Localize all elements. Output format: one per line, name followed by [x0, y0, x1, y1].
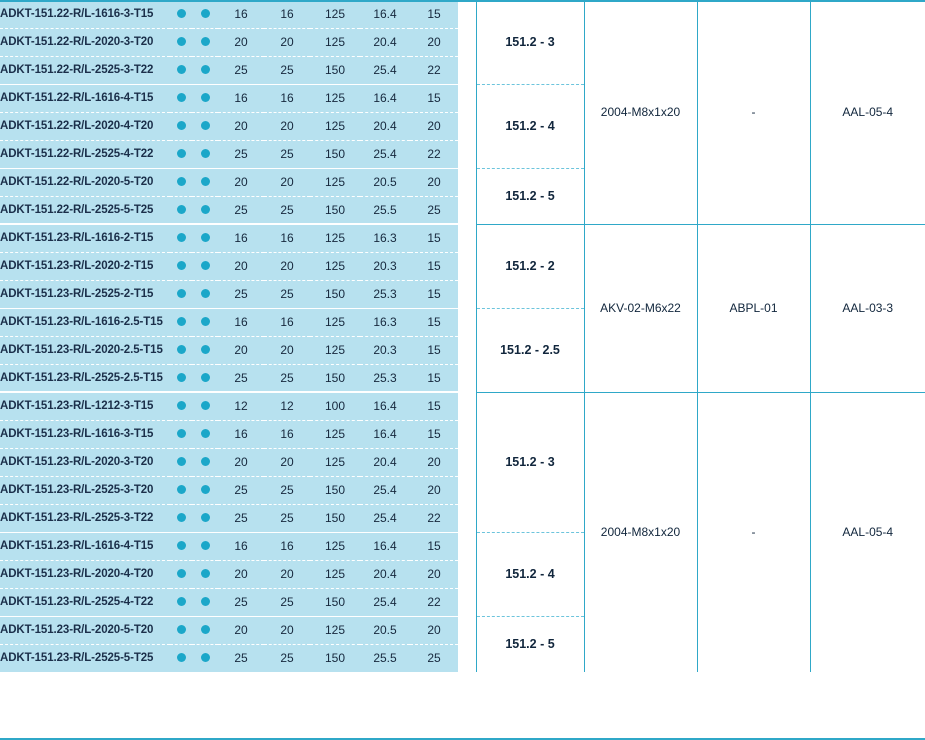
dim-l: 125	[310, 308, 360, 336]
dot-icon	[177, 541, 186, 550]
key-code: AAL-05-4	[810, 0, 925, 224]
dim-ap: 15	[410, 84, 458, 112]
column-gap	[458, 364, 476, 392]
insert-group-label: 151.2 - 3	[476, 0, 584, 84]
dim-h: 16	[218, 224, 264, 252]
dim-l: 150	[310, 644, 360, 672]
availability-dot-left	[170, 476, 192, 504]
column-gap	[458, 140, 476, 168]
availability-dot-left	[170, 252, 192, 280]
dim-h: 25	[218, 280, 264, 308]
dot-icon	[201, 541, 210, 550]
availability-dot-left	[170, 448, 192, 476]
column-gap	[458, 616, 476, 644]
dim-f: 20.5	[360, 168, 410, 196]
dim-f: 25.3	[360, 280, 410, 308]
column-gap	[458, 84, 476, 112]
dim-h: 16	[218, 532, 264, 560]
column-gap	[458, 252, 476, 280]
dot-icon	[177, 513, 186, 522]
dot-icon	[177, 149, 186, 158]
dim-f: 25.5	[360, 196, 410, 224]
insert-group-label: 151.2 - 2.5	[476, 308, 584, 392]
dot-icon	[201, 401, 210, 410]
dim-l: 150	[310, 364, 360, 392]
column-gap	[458, 28, 476, 56]
availability-dot-left	[170, 168, 192, 196]
insert-code: ADKT-151.22-R/L-2020-5-T20	[0, 168, 170, 196]
insert-code: ADKT-151.23-R/L-1212-3-T15	[0, 392, 170, 420]
availability-dot-right	[192, 616, 218, 644]
availability-dot-right	[192, 140, 218, 168]
availability-dot-left	[170, 0, 192, 28]
availability-dot-right	[192, 168, 218, 196]
dim-f: 25.4	[360, 140, 410, 168]
dim-b: 20	[264, 336, 310, 364]
column-gap	[458, 588, 476, 616]
availability-dot-left	[170, 84, 192, 112]
dim-l: 150	[310, 476, 360, 504]
screw-code: AKV-02-M6x22	[584, 224, 697, 392]
dim-l: 150	[310, 504, 360, 532]
dot-icon	[177, 457, 186, 466]
column-gap	[458, 420, 476, 448]
column-gap	[458, 168, 476, 196]
dim-h: 20	[218, 336, 264, 364]
dot-icon	[177, 345, 186, 354]
dot-icon	[177, 205, 186, 214]
availability-dot-left	[170, 280, 192, 308]
column-gap	[458, 224, 476, 252]
dim-f: 16.4	[360, 84, 410, 112]
dim-b: 20	[264, 448, 310, 476]
column-gap	[458, 448, 476, 476]
dot-icon	[177, 401, 186, 410]
dim-ap: 15	[410, 0, 458, 28]
dot-icon	[201, 65, 210, 74]
dim-h: 20	[218, 28, 264, 56]
dim-f: 20.5	[360, 616, 410, 644]
insert-code: ADKT-151.23-R/L-2020-5-T20	[0, 616, 170, 644]
dim-l: 125	[310, 168, 360, 196]
availability-dot-left	[170, 644, 192, 672]
dim-f: 16.4	[360, 0, 410, 28]
dim-h: 25	[218, 476, 264, 504]
insert-code: ADKT-151.23-R/L-2525-2-T15	[0, 280, 170, 308]
dim-b: 25	[264, 140, 310, 168]
dim-h: 20	[218, 448, 264, 476]
availability-dot-left	[170, 392, 192, 420]
dim-h: 25	[218, 196, 264, 224]
dim-f: 20.3	[360, 252, 410, 280]
dim-ap: 20	[410, 28, 458, 56]
dim-h: 20	[218, 616, 264, 644]
dim-b: 20	[264, 616, 310, 644]
dot-icon	[177, 37, 186, 46]
dot-icon	[177, 653, 186, 662]
insert-code: ADKT-151.23-R/L-2020-2-T15	[0, 252, 170, 280]
shim-code: -	[697, 392, 810, 672]
dim-f: 25.4	[360, 56, 410, 84]
availability-dot-left	[170, 588, 192, 616]
dim-ap: 20	[410, 616, 458, 644]
dim-l: 125	[310, 84, 360, 112]
dot-icon	[177, 65, 186, 74]
dim-l: 125	[310, 448, 360, 476]
dim-f: 25.3	[360, 364, 410, 392]
dim-h: 16	[218, 420, 264, 448]
dim-l: 125	[310, 420, 360, 448]
dim-b: 12	[264, 392, 310, 420]
dim-f: 20.4	[360, 560, 410, 588]
screw-code: 2004-M8x1x20	[584, 392, 697, 672]
insert-code: ADKT-151.23-R/L-2525-2.5-T15	[0, 364, 170, 392]
column-gap	[458, 112, 476, 140]
screw-code: 2004-M8x1x20	[584, 0, 697, 224]
insert-group-label: 151.2 - 5	[476, 168, 584, 224]
insert-code: ADKT-151.22-R/L-2020-4-T20	[0, 112, 170, 140]
dim-b: 20	[264, 112, 310, 140]
availability-dot-left	[170, 140, 192, 168]
dim-f: 16.4	[360, 532, 410, 560]
insert-code: ADKT-151.23-R/L-1616-2-T15	[0, 224, 170, 252]
dim-f: 25.4	[360, 504, 410, 532]
dim-b: 25	[264, 504, 310, 532]
dim-ap: 15	[410, 364, 458, 392]
dim-h: 25	[218, 140, 264, 168]
availability-dot-right	[192, 224, 218, 252]
availability-dot-left	[170, 504, 192, 532]
dim-l: 125	[310, 616, 360, 644]
column-gap	[458, 196, 476, 224]
dim-f: 16.4	[360, 420, 410, 448]
dim-b: 16	[264, 84, 310, 112]
dim-ap: 15	[410, 224, 458, 252]
availability-dot-right	[192, 392, 218, 420]
dot-icon	[177, 429, 186, 438]
table-top-border	[0, 0, 925, 2]
dim-l: 125	[310, 28, 360, 56]
dot-icon	[201, 149, 210, 158]
dot-icon	[201, 457, 210, 466]
dim-l: 125	[310, 224, 360, 252]
dim-ap: 20	[410, 112, 458, 140]
availability-dot-right	[192, 588, 218, 616]
dim-b: 25	[264, 476, 310, 504]
insert-code: ADKT-151.23-R/L-2525-4-T22	[0, 588, 170, 616]
dim-ap: 22	[410, 588, 458, 616]
column-gap	[458, 280, 476, 308]
dim-b: 16	[264, 224, 310, 252]
dim-ap: 22	[410, 56, 458, 84]
insert-code: ADKT-151.22-R/L-2525-5-T25	[0, 196, 170, 224]
availability-dot-right	[192, 364, 218, 392]
availability-dot-left	[170, 308, 192, 336]
availability-dot-left	[170, 364, 192, 392]
dot-icon	[201, 93, 210, 102]
column-gap	[458, 532, 476, 560]
availability-dot-right	[192, 504, 218, 532]
dot-icon	[201, 513, 210, 522]
insert-code: ADKT-151.23-R/L-2525-3-T22	[0, 504, 170, 532]
dim-f: 25.4	[360, 588, 410, 616]
dot-icon	[177, 569, 186, 578]
availability-dot-right	[192, 0, 218, 28]
availability-dot-right	[192, 28, 218, 56]
dim-l: 150	[310, 588, 360, 616]
column-gap	[458, 308, 476, 336]
availability-dot-left	[170, 532, 192, 560]
dim-f: 16.3	[360, 224, 410, 252]
insert-code: ADKT-151.22-R/L-2525-4-T22	[0, 140, 170, 168]
column-gap	[458, 504, 476, 532]
dim-h: 16	[218, 0, 264, 28]
insert-code: ADKT-151.22-R/L-2525-3-T22	[0, 56, 170, 84]
dim-h: 12	[218, 392, 264, 420]
dot-icon	[177, 373, 186, 382]
dim-l: 125	[310, 0, 360, 28]
availability-dot-left	[170, 420, 192, 448]
insert-code: ADKT-151.22-R/L-1616-3-T15	[0, 0, 170, 28]
dot-icon	[177, 121, 186, 130]
dot-icon	[201, 373, 210, 382]
dot-icon	[201, 429, 210, 438]
dim-ap: 22	[410, 504, 458, 532]
dim-l: 125	[310, 252, 360, 280]
dot-icon	[201, 121, 210, 130]
dot-icon	[201, 9, 210, 18]
dot-icon	[201, 261, 210, 270]
key-code: AAL-03-3	[810, 224, 925, 392]
insert-group-label: 151.2 - 4	[476, 84, 584, 168]
dot-icon	[177, 261, 186, 270]
dim-b: 16	[264, 420, 310, 448]
dim-ap: 20	[410, 448, 458, 476]
dim-l: 100	[310, 392, 360, 420]
dim-f: 20.3	[360, 336, 410, 364]
insert-code: ADKT-151.23-R/L-1616-4-T15	[0, 532, 170, 560]
dim-f: 20.4	[360, 112, 410, 140]
insert-group-label: 151.2 - 2	[476, 224, 584, 308]
insert-code: ADKT-151.23-R/L-2020-4-T20	[0, 560, 170, 588]
dim-l: 150	[310, 280, 360, 308]
availability-dot-right	[192, 532, 218, 560]
dim-b: 16	[264, 532, 310, 560]
dot-icon	[177, 9, 186, 18]
dot-icon	[177, 485, 186, 494]
dim-l: 150	[310, 56, 360, 84]
availability-dot-left	[170, 28, 192, 56]
availability-dot-right	[192, 308, 218, 336]
dot-icon	[201, 625, 210, 634]
dim-f: 16.4	[360, 392, 410, 420]
dim-ap: 15	[410, 336, 458, 364]
shim-code: ABPL-01	[697, 224, 810, 392]
dim-b: 25	[264, 196, 310, 224]
dim-ap: 15	[410, 420, 458, 448]
dim-h: 16	[218, 308, 264, 336]
dim-h: 20	[218, 168, 264, 196]
dim-b: 20	[264, 28, 310, 56]
dot-icon	[177, 625, 186, 634]
insert-code: ADKT-151.23-R/L-2020-3-T20	[0, 448, 170, 476]
insert-group-label: 151.2 - 3	[476, 392, 584, 532]
availability-dot-right	[192, 448, 218, 476]
insert-code: ADKT-151.23-R/L-1616-2.5-T15	[0, 308, 170, 336]
availability-dot-right	[192, 112, 218, 140]
dim-l: 125	[310, 560, 360, 588]
dot-icon	[177, 289, 186, 298]
dim-ap: 20	[410, 476, 458, 504]
availability-dot-right	[192, 476, 218, 504]
column-gap	[458, 644, 476, 672]
availability-dot-right	[192, 196, 218, 224]
dim-ap: 22	[410, 140, 458, 168]
insert-code: ADKT-151.23-R/L-1616-3-T15	[0, 420, 170, 448]
dim-b: 16	[264, 0, 310, 28]
dim-ap: 20	[410, 560, 458, 588]
insert-code: ADKT-151.22-R/L-2020-3-T20	[0, 28, 170, 56]
dim-b: 25	[264, 280, 310, 308]
dim-h: 25	[218, 56, 264, 84]
insert-group-label: 151.2 - 4	[476, 532, 584, 616]
dim-h: 25	[218, 588, 264, 616]
dot-icon	[201, 345, 210, 354]
dot-icon	[201, 37, 210, 46]
dim-f: 20.4	[360, 448, 410, 476]
dim-h: 20	[218, 112, 264, 140]
table-row	[0, 392, 925, 420]
dim-l: 150	[310, 196, 360, 224]
dim-f: 20.4	[360, 28, 410, 56]
dim-l: 150	[310, 140, 360, 168]
insert-code: ADKT-151.23-R/L-2020-2.5-T15	[0, 336, 170, 364]
dim-ap: 25	[410, 644, 458, 672]
insert-code: ADKT-151.22-R/L-1616-4-T15	[0, 84, 170, 112]
dim-l: 125	[310, 336, 360, 364]
availability-dot-left	[170, 112, 192, 140]
column-gap	[458, 560, 476, 588]
availability-dot-left	[170, 336, 192, 364]
dot-icon	[201, 233, 210, 242]
dim-h: 20	[218, 252, 264, 280]
dim-b: 20	[264, 168, 310, 196]
insert-group-label: 151.2 - 5	[476, 616, 584, 672]
dim-b: 25	[264, 644, 310, 672]
availability-dot-right	[192, 84, 218, 112]
availability-dot-right	[192, 420, 218, 448]
table-row	[0, 224, 925, 252]
dim-h: 25	[218, 504, 264, 532]
availability-dot-right	[192, 336, 218, 364]
dim-h: 16	[218, 84, 264, 112]
dim-b: 20	[264, 560, 310, 588]
dot-icon	[177, 317, 186, 326]
availability-dot-right	[192, 56, 218, 84]
dim-ap: 15	[410, 252, 458, 280]
availability-dot-left	[170, 56, 192, 84]
dot-icon	[201, 289, 210, 298]
column-gap	[458, 56, 476, 84]
table-row	[0, 0, 925, 28]
dot-icon	[177, 597, 186, 606]
dot-icon	[177, 93, 186, 102]
dim-h: 25	[218, 644, 264, 672]
availability-dot-left	[170, 616, 192, 644]
dim-f: 25.4	[360, 476, 410, 504]
availability-dot-right	[192, 560, 218, 588]
dim-ap: 20	[410, 168, 458, 196]
column-gap	[458, 0, 476, 28]
dot-icon	[201, 597, 210, 606]
dim-b: 20	[264, 252, 310, 280]
column-gap	[458, 476, 476, 504]
dim-f: 25.5	[360, 644, 410, 672]
key-code: AAL-05-4	[810, 392, 925, 672]
dot-icon	[201, 653, 210, 662]
dim-ap: 15	[410, 532, 458, 560]
dim-l: 125	[310, 532, 360, 560]
dim-b: 16	[264, 308, 310, 336]
dim-b: 25	[264, 364, 310, 392]
availability-dot-right	[192, 644, 218, 672]
dim-ap: 15	[410, 280, 458, 308]
dim-l: 125	[310, 112, 360, 140]
dim-b: 25	[264, 588, 310, 616]
dot-icon	[177, 233, 186, 242]
dim-ap: 15	[410, 308, 458, 336]
dim-ap: 25	[410, 196, 458, 224]
dim-f: 16.3	[360, 308, 410, 336]
dot-icon	[201, 485, 210, 494]
availability-dot-right	[192, 252, 218, 280]
availability-dot-left	[170, 560, 192, 588]
availability-dot-left	[170, 224, 192, 252]
dot-icon	[201, 177, 210, 186]
availability-dot-left	[170, 196, 192, 224]
shim-code: -	[697, 0, 810, 224]
dim-h: 25	[218, 364, 264, 392]
dot-icon	[177, 177, 186, 186]
availability-dot-right	[192, 280, 218, 308]
dim-ap: 15	[410, 392, 458, 420]
column-gap	[458, 392, 476, 420]
dim-h: 20	[218, 560, 264, 588]
column-gap	[458, 336, 476, 364]
insert-code: ADKT-151.23-R/L-2525-5-T25	[0, 644, 170, 672]
dim-b: 25	[264, 56, 310, 84]
dot-icon	[201, 317, 210, 326]
dot-icon	[201, 205, 210, 214]
dot-icon	[201, 569, 210, 578]
insert-code: ADKT-151.23-R/L-2525-3-T20	[0, 476, 170, 504]
